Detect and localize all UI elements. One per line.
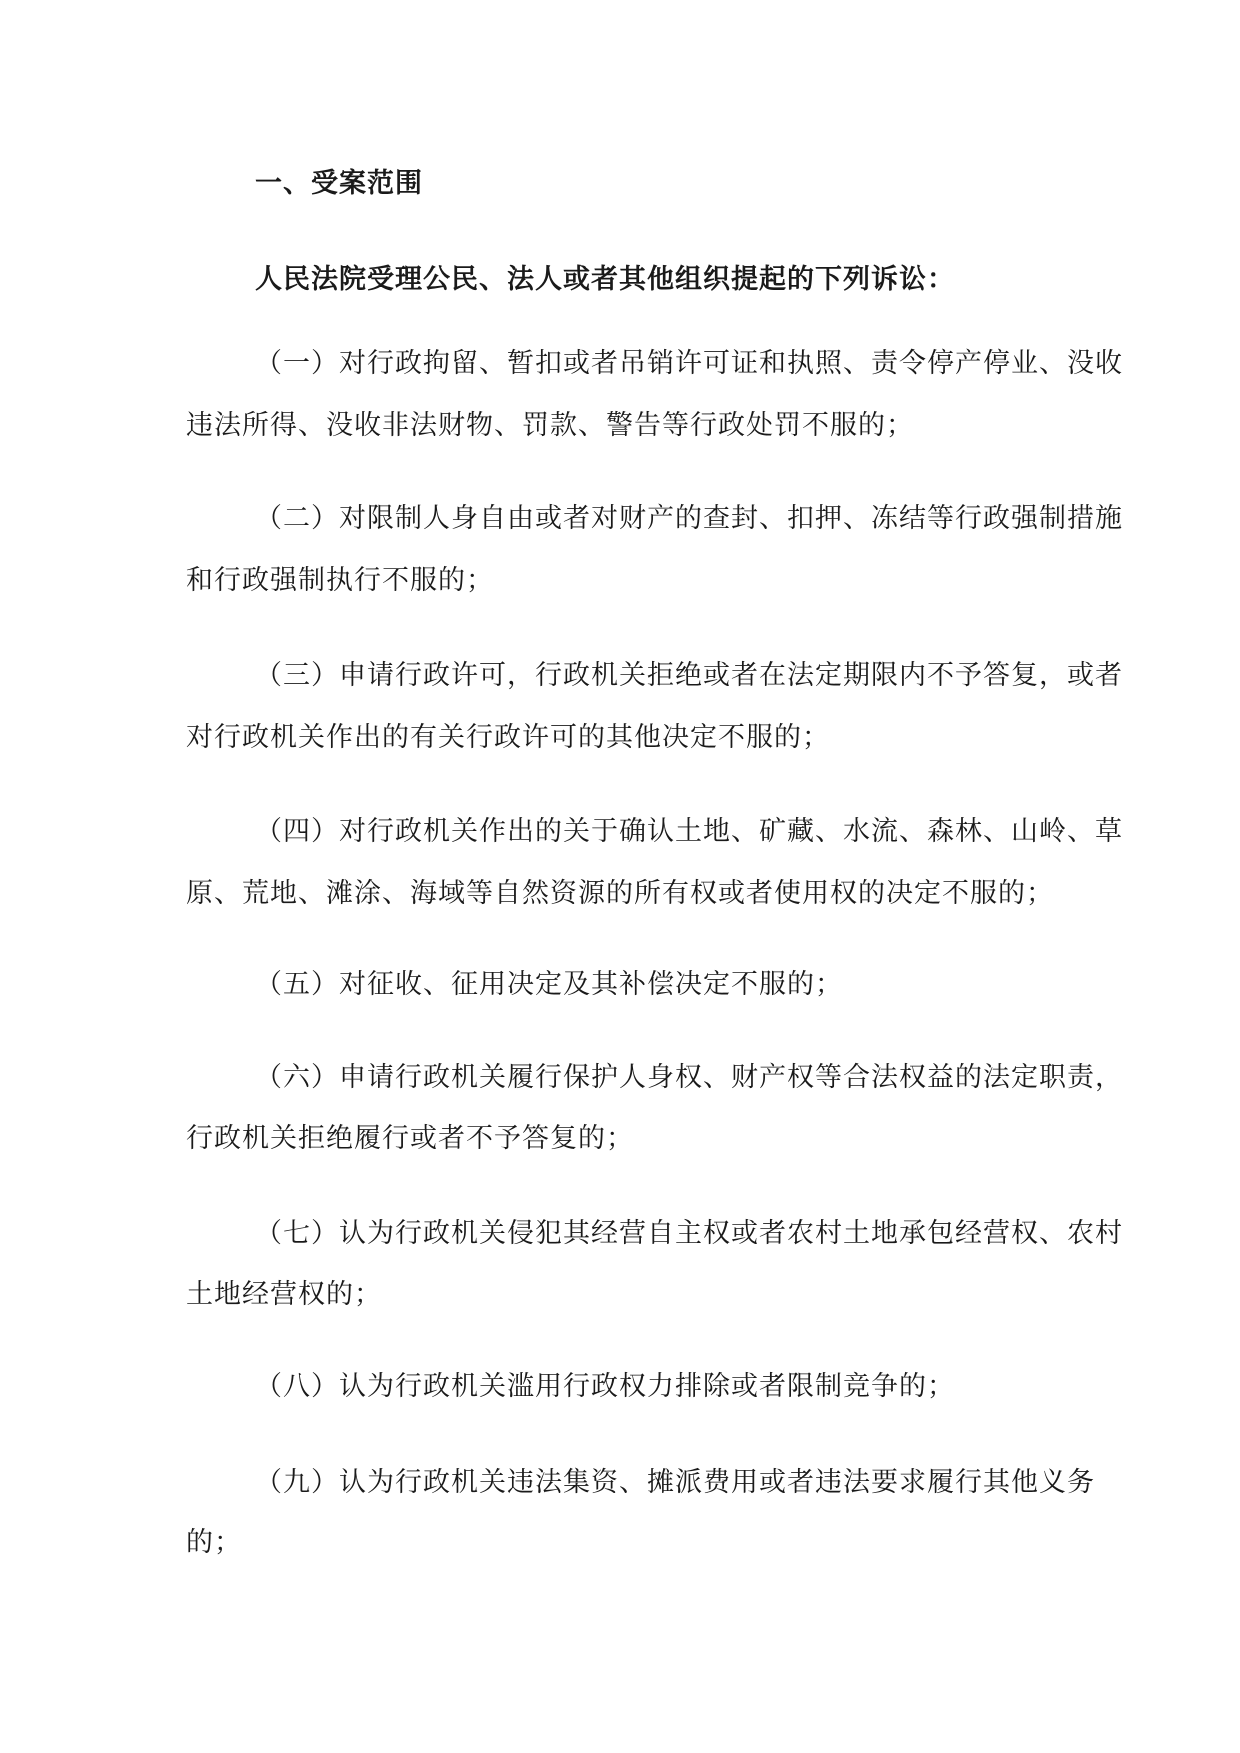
- item-5-line-1: （五）对征收、征用决定及其补偿决定不服的；: [255, 969, 843, 1000]
- item-4-line-2: 原、荒地、滩涂、海域等自然资源的所有权或者使用权的决定不服的；: [186, 878, 1054, 909]
- item-6-line-1: （六）申请行政机关履行保护人身权、财产权等合法权益的法定职责，: [255, 1062, 1123, 1093]
- item-1-line-1: （一）对行政拘留、暂扣或者吊销许可证和执照、责令停产停业、没收: [255, 348, 1123, 379]
- item-1-line-2: 违法所得、没收非法财物、罚款、警告等行政处罚不服的；: [186, 410, 914, 441]
- item-9-line-1: （九）认为行政机关违法集资、摊派费用或者违法要求履行其他义务: [255, 1467, 1095, 1498]
- item-8-line-1: （八）认为行政机关滥用行政权力排除或者限制竞争的；: [255, 1371, 955, 1402]
- item-2-line-2: 和行政强制执行不服的；: [186, 565, 494, 596]
- item-7-line-1: （七）认为行政机关侵犯其经营自主权或者农村土地承包经营权、农村: [255, 1218, 1123, 1249]
- item-2-line-1: （二）对限制人身自由或者对财产的查封、扣押、冻结等行政强制措施: [255, 503, 1123, 534]
- item-3-line-1: （三）申请行政许可，行政机关拒绝或者在法定期限内不予答复，或者: [255, 660, 1123, 691]
- item-7-line-2: 土地经营权的；: [186, 1279, 382, 1310]
- item-6-line-2: 行政机关拒绝履行或者不予答复的；: [186, 1123, 634, 1154]
- item-4-line-1: （四）对行政机关作出的关于确认土地、矿藏、水流、森林、山岭、草: [255, 816, 1123, 847]
- intro-paragraph: 人民法院受理公民、法人或者其他组织提起的下列诉讼：: [255, 264, 955, 295]
- item-3-line-2: 对行政机关作出的有关行政许可的其他决定不服的；: [186, 722, 830, 753]
- item-9-line-2: 的；: [186, 1527, 242, 1558]
- section-heading: 一、受案范围: [255, 168, 423, 199]
